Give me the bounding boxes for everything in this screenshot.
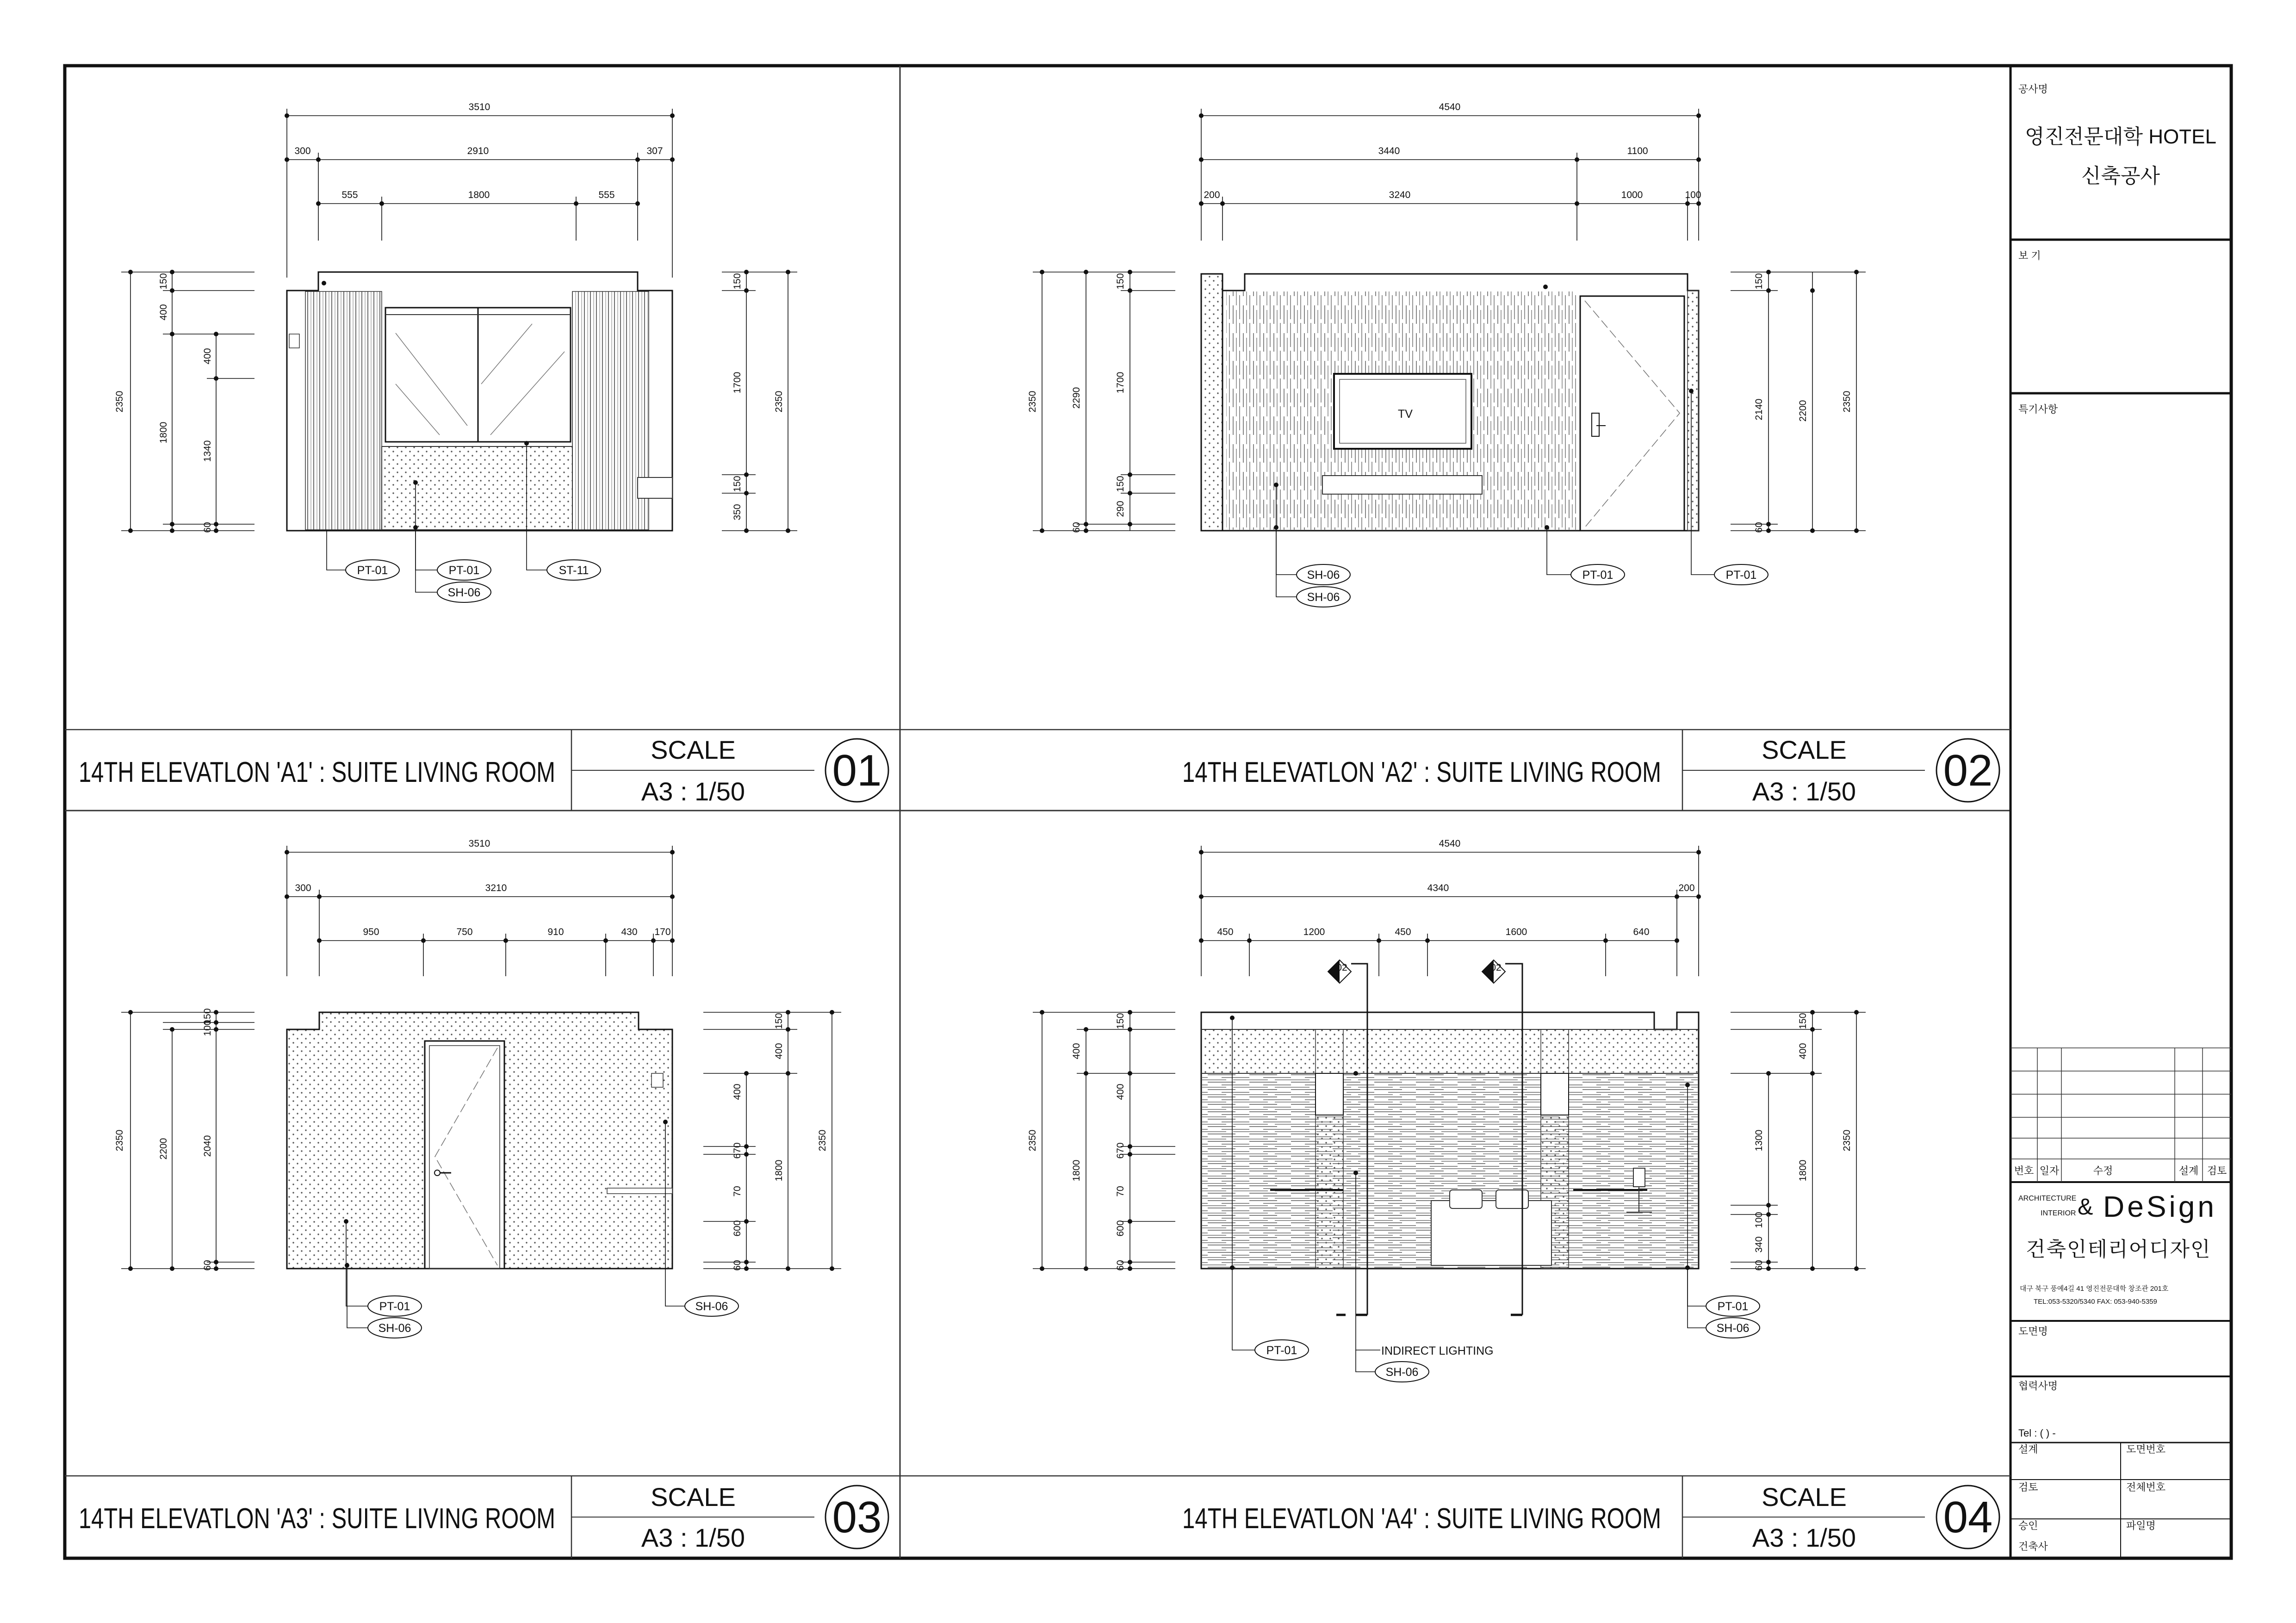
dim-label: 2350 xyxy=(114,390,125,413)
dim-label: 1340 xyxy=(202,440,213,462)
drawing-number: 03 xyxy=(832,1493,882,1542)
dim-label: 400 xyxy=(1071,1043,1082,1059)
door xyxy=(425,1041,504,1269)
project-label: 공사명 xyxy=(2018,83,2048,95)
dim-label: 290 xyxy=(1115,501,1126,517)
shelf-line xyxy=(607,1188,672,1194)
dim-label: 150 xyxy=(774,1013,784,1029)
dim-label: 3440 xyxy=(1378,146,1400,156)
material-tag: PT-01 xyxy=(379,1300,410,1313)
section-mark-label: 02 xyxy=(1336,962,1347,973)
dim-label: 400 xyxy=(1798,1043,1808,1059)
dim-label: 430 xyxy=(621,927,638,937)
dim-label: 100 xyxy=(1685,190,1701,200)
elevation-title: 14TH ELEVATLON 'A2' : SUITE LIVING ROOM xyxy=(1182,756,1661,788)
cove-band xyxy=(1202,1029,1698,1073)
row-label: 검토 xyxy=(2018,1481,2038,1493)
elevation-title: 14TH ELEVATLON 'A1' : SUITE LIVING ROOM xyxy=(79,756,555,788)
dim-label: 2040 xyxy=(202,1135,213,1157)
tv-shelf xyxy=(1322,476,1482,494)
dim-label: 150 xyxy=(1115,1013,1126,1029)
svg-text:INTERIOR: INTERIOR xyxy=(2041,1209,2076,1217)
row-label: 전체번호 xyxy=(2126,1481,2166,1493)
drawing-number: 01 xyxy=(832,746,882,795)
wainscot-panel xyxy=(382,446,572,530)
dim-label: 2350 xyxy=(114,1129,125,1152)
dim-label: 555 xyxy=(598,190,615,200)
side-panel xyxy=(638,477,672,498)
door-handle xyxy=(1592,413,1599,436)
elevation-a1 xyxy=(114,102,797,602)
dim-label: 150 xyxy=(732,476,743,492)
dim-label: 60 xyxy=(1115,1260,1126,1271)
scale-label: SCALE xyxy=(1762,735,1847,764)
dim-label: 70 xyxy=(1115,1186,1126,1197)
dim-label: 600 xyxy=(1115,1220,1126,1237)
elevation-title: 14TH ELEVATLON 'A4' : SUITE LIVING ROOM xyxy=(1182,1503,1661,1535)
material-tag: SH-06 xyxy=(1307,591,1340,604)
revision-header: 수정 xyxy=(2093,1165,2113,1177)
designer-logo xyxy=(2018,1190,2217,1223)
dim-label: 1000 xyxy=(1621,190,1643,200)
dim-label: 1700 xyxy=(1115,372,1126,394)
material-tag: SH-06 xyxy=(378,1322,411,1335)
dim-label: 2140 xyxy=(1754,398,1764,421)
dim-label: 2350 xyxy=(774,390,784,413)
dim-label: 150 xyxy=(202,1008,213,1025)
dim-label: 300 xyxy=(295,883,311,893)
material-tag: PT-01 xyxy=(448,564,480,577)
dim-label: 170 xyxy=(654,927,671,937)
architect-label: 건축사 xyxy=(2018,1541,2048,1552)
dim-label: 150 xyxy=(1798,1013,1808,1029)
revision-table xyxy=(2011,1048,2231,1182)
curtain-left xyxy=(305,291,382,530)
designer-address: 대구 북구 풍예4길 41 영진전문대학 창조관 201호 xyxy=(2020,1285,2169,1293)
dim-label: 60 xyxy=(1754,522,1764,533)
dim-label: 350 xyxy=(732,504,743,520)
material-tag: SH-06 xyxy=(695,1300,728,1313)
revision-header: 검토 xyxy=(2207,1165,2227,1177)
reference-label: 보 기 xyxy=(2018,250,2041,261)
dim-label: 100 xyxy=(1754,1212,1764,1228)
dim-label: 60 xyxy=(202,1260,213,1271)
dim-label: 1200 xyxy=(1303,927,1325,937)
material-tag: SH-06 xyxy=(1385,1366,1419,1379)
dim-label: 100 xyxy=(202,1020,213,1036)
dim-label: 150 xyxy=(1754,273,1764,290)
drawing-number: 02 xyxy=(1943,746,1993,795)
dim-label: 450 xyxy=(1395,927,1411,937)
dim-label: 1100 xyxy=(1627,146,1648,156)
dim-label: 1800 xyxy=(1798,1159,1808,1182)
dim-label: 4540 xyxy=(1439,102,1461,112)
dim-label: 70 xyxy=(732,1186,743,1197)
dim-label: 150 xyxy=(158,273,169,290)
dim-label: 1800 xyxy=(774,1159,784,1182)
dim-label: 60 xyxy=(202,522,213,533)
dim-label: 1800 xyxy=(158,421,169,444)
row-label: 파일명 xyxy=(2126,1520,2156,1531)
scale-label: SCALE xyxy=(651,1482,736,1511)
dim-label: 2350 xyxy=(1027,1129,1038,1152)
dim-label: 200 xyxy=(1678,883,1695,893)
designer-tel: TEL:053-5320/5340 FAX: 053-940-5359 xyxy=(2034,1298,2157,1306)
dim-label: 1800 xyxy=(1071,1159,1082,1182)
dim-label: 400 xyxy=(202,348,213,365)
dim-label: 2350 xyxy=(817,1129,828,1152)
elevation-a4 xyxy=(1027,838,1866,1382)
title-strip-a2 xyxy=(900,730,2011,811)
dim-label: 2290 xyxy=(1071,387,1082,409)
dim-label: 400 xyxy=(774,1043,784,1059)
dim-label: 3240 xyxy=(1389,190,1411,200)
dim-label: 340 xyxy=(1754,1236,1764,1253)
svg-text:&: & xyxy=(2078,1194,2093,1220)
row-label: 승인 xyxy=(2018,1520,2038,1531)
designer-name: 건축인테리어디자인 xyxy=(2026,1238,2211,1261)
dim-label: 150 xyxy=(1115,476,1126,492)
scale-value: A3 : 1/50 xyxy=(641,777,745,806)
material-tag: PT-01 xyxy=(357,564,388,577)
material-tag: PT-01 xyxy=(1266,1344,1297,1357)
material-tag: SH-06 xyxy=(447,586,481,599)
dim-label: 1700 xyxy=(732,372,743,394)
drawing-number: 04 xyxy=(1943,1493,1993,1542)
row-label: 설계 xyxy=(2018,1443,2038,1455)
title-strip-a1 xyxy=(65,730,900,811)
side-lamp xyxy=(1633,1168,1645,1187)
pilaster-left xyxy=(1316,1029,1343,1269)
switch-plate xyxy=(289,334,299,348)
tv-label: TV xyxy=(1398,408,1413,421)
dim-label: 4540 xyxy=(1439,838,1461,849)
row-label: 도면번호 xyxy=(2126,1443,2166,1455)
dim-label: 400 xyxy=(732,1084,743,1100)
switch-plate xyxy=(652,1073,663,1087)
dim-label: 3510 xyxy=(468,838,490,849)
dim-label: 307 xyxy=(646,146,663,156)
drawing-name-label: 도면명 xyxy=(2018,1326,2048,1337)
elevation-a3 xyxy=(114,838,841,1338)
scale-label: SCALE xyxy=(1762,1482,1847,1511)
dim-label: 640 xyxy=(1633,927,1650,937)
dim-label: 2350 xyxy=(1027,390,1038,413)
svg-text:DeSign: DeSign xyxy=(2103,1190,2217,1223)
svg-text:ARCHITECTURE: ARCHITECTURE xyxy=(2018,1195,2077,1202)
sofa xyxy=(1431,1201,1551,1265)
material-tag: PT-01 xyxy=(1582,569,1613,582)
revision-header: 설계 xyxy=(2178,1165,2199,1177)
indirect-light-right xyxy=(1541,1073,1569,1115)
title-strip-a3 xyxy=(65,1476,900,1558)
section-mark-label: 02 xyxy=(1490,962,1502,973)
dim-label: 750 xyxy=(456,927,473,937)
dim-label: 2910 xyxy=(467,146,489,156)
elevation-title: 14TH ELEVATLON 'A3' : SUITE LIVING ROOM xyxy=(79,1503,555,1535)
material-tag: SH-06 xyxy=(1307,569,1340,582)
dim-label: 4340 xyxy=(1427,883,1449,893)
dim-label: 450 xyxy=(1217,927,1234,937)
dim-label: 400 xyxy=(1115,1084,1126,1100)
dim-label: 670 xyxy=(1115,1142,1126,1159)
dim-label: 950 xyxy=(363,927,379,937)
dim-label: 1600 xyxy=(1505,927,1527,937)
revision-header: 일자 xyxy=(2039,1165,2060,1177)
dim-label: 670 xyxy=(732,1142,743,1159)
scale-value: A3 : 1/50 xyxy=(1752,777,1856,806)
title-block xyxy=(2011,83,2231,1558)
dim-label: 2200 xyxy=(158,1138,169,1160)
elevation-a2 xyxy=(1027,102,1866,607)
dim-label: 300 xyxy=(294,146,311,156)
scale-value: A3 : 1/50 xyxy=(1752,1523,1856,1552)
dim-label: 3510 xyxy=(468,102,490,112)
dim-label: 1800 xyxy=(468,190,490,200)
dim-label: 600 xyxy=(732,1220,743,1237)
dim-label: 400 xyxy=(158,304,169,321)
dim-label: 2200 xyxy=(1798,400,1808,422)
dim-label: 2350 xyxy=(1842,1129,1852,1152)
tel-line: Tel : ( ) - xyxy=(2018,1427,2056,1439)
notes-label: 특기사항 xyxy=(2018,403,2058,415)
revision-header: 번호 xyxy=(2014,1165,2034,1177)
column-right xyxy=(1688,291,1699,531)
dim-label: 2350 xyxy=(1842,390,1852,413)
scale-label: SCALE xyxy=(651,735,736,764)
dim-label: 60 xyxy=(1071,522,1082,533)
indirect-lighting-note: INDIRECT LIGHTING xyxy=(1381,1344,1494,1357)
material-tag: ST-11 xyxy=(558,564,589,577)
dim-label: 60 xyxy=(1754,1260,1764,1271)
material-tag: PT-01 xyxy=(1725,569,1757,582)
scale-value: A3 : 1/50 xyxy=(641,1523,745,1552)
project-name: 신축공사 xyxy=(2081,165,2160,187)
dim-label: 3210 xyxy=(485,883,507,893)
column-left xyxy=(1201,274,1222,531)
dim-label: 60 xyxy=(732,1260,743,1271)
indirect-light-left xyxy=(1316,1073,1343,1115)
contact-label: 협력사명 xyxy=(2018,1380,2058,1392)
dim-label: 150 xyxy=(1115,273,1126,290)
dim-label: 555 xyxy=(341,190,358,200)
dim-label: 150 xyxy=(732,273,743,290)
material-tag: PT-01 xyxy=(1717,1300,1749,1313)
material-tag: SH-06 xyxy=(1716,1322,1750,1335)
dim-label: 1300 xyxy=(1754,1129,1764,1152)
dim-label: 200 xyxy=(1204,190,1220,200)
project-name: 영진전문대학 HOTEL xyxy=(2025,125,2216,148)
title-strip-a4 xyxy=(900,1476,2011,1558)
dim-label: 910 xyxy=(547,927,564,937)
